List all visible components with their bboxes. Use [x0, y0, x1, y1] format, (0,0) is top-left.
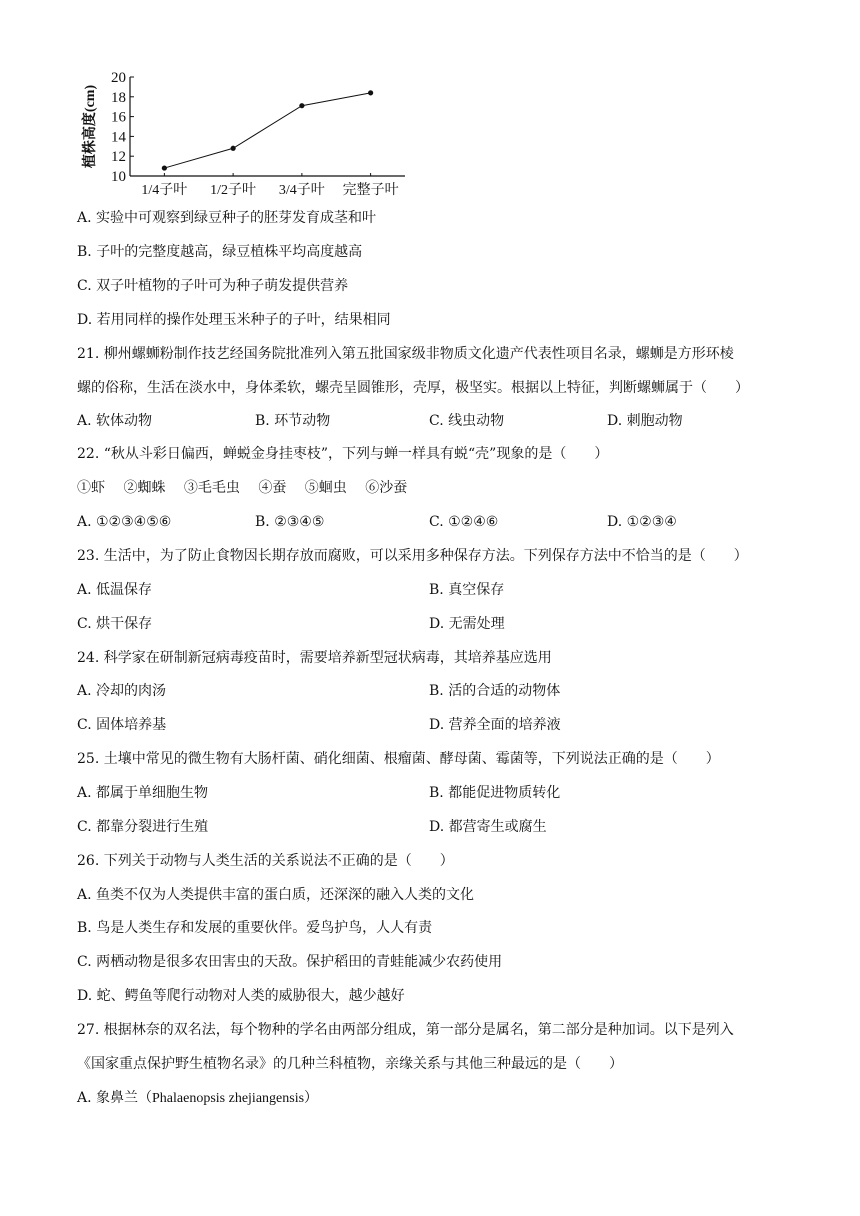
plant-height-line-chart [70, 60, 410, 200]
q23-options-row-1 [77, 580, 797, 600]
x-tick-label: 1/2子叶 [210, 183, 257, 198]
q24-stem: 24. 科学家在研制新冠病毒疫苗时，需要培养新型冠状病毒，其培养基应选用 [77, 650, 552, 666]
q22-option-b[interactable]: B. ②③④⑤ [255, 514, 325, 530]
q21-option-d[interactable]: D. 刺胞动物 [607, 413, 683, 429]
q24-option-d[interactable]: D. 营养全面的培养液 [429, 717, 561, 733]
q21-options [77, 411, 797, 431]
q26-option-c[interactable]: C. 两栖动物是很多农田害虫的天敌。保护稻田的青蛙能减少农药使用 [77, 954, 503, 970]
q20-option-c[interactable]: C. 双子叶植物的子叶可为种子萌发提供营养 [77, 278, 349, 294]
q27-stem-line-2: 《国家重点保护野生植物名录》的几种兰科植物，亲缘关系与其他三种最远的是（ ） [77, 1056, 623, 1072]
y-tick-label: 16 [111, 109, 126, 126]
q23-option-a[interactable]: A. 低温保存 [77, 582, 153, 598]
x-tick-label: 完整子叶 [342, 183, 399, 198]
y-axis-label: 植株高度(cm) [83, 84, 98, 169]
q20-option-d[interactable]: D. 若用同样的操作处理玉米种子的子叶，结果相同 [77, 312, 391, 328]
y-tick-label: 10 [111, 169, 126, 185]
series-line [164, 93, 370, 168]
q25-option-c[interactable]: C. 都靠分裂进行生殖 [77, 819, 209, 835]
q27-stem-line-1: 27. 根据林奈的双名法，每个物种的学名由两部分组成，第一部分是属名，第二部分是种加词。以下是列入 [77, 1022, 734, 1038]
q23-option-c[interactable]: C. 烘干保存 [77, 616, 153, 632]
q23-option-b[interactable]: B. 真空保存 [429, 582, 505, 598]
y-tick-label: 18 [111, 89, 126, 106]
q20-option-b[interactable]: B. 子叶的完整度越高，绿豆植株平均高度越高 [77, 244, 363, 260]
y-tick-label: 14 [111, 129, 126, 146]
q26-stem: 26. 下列关于动物与人类生活的关系说法不正确的是（ ） [77, 853, 454, 869]
q25-option-b[interactable]: B. 都能促进物质转化 [429, 785, 561, 801]
data-point [299, 103, 304, 108]
data-point [162, 165, 167, 170]
data-point [231, 146, 236, 151]
q24-options-row-1 [77, 681, 797, 701]
q26-option-a[interactable]: A. 鱼类不仅为人类提供丰富的蛋白质，还深深的融入人类的文化 [77, 887, 475, 903]
q21-option-a[interactable]: A. 软体动物 [77, 413, 153, 429]
q27-option-a-close: ） [304, 1090, 319, 1106]
q24-option-a[interactable]: A. 冷却的肉汤 [77, 683, 167, 699]
data-point [368, 90, 373, 95]
q20-option-a[interactable]: A. 实验中可观察到绿豆种子的胚芽发育成茎和叶 [77, 210, 377, 226]
q26-option-d[interactable]: D. 蛇、鳄鱼等爬行动物对人类的威胁很大，越少越好 [77, 988, 405, 1004]
q22-option-d[interactable]: D. ①②③④ [607, 514, 677, 530]
q21-stem-line-1: 21. 柳州螺蛳粉制作技艺经国务院批准列入第五批国家级非物质文化遗产代表性项目名录，螺蛳是方形环棱 [77, 346, 734, 362]
y-tick-label: 20 [111, 70, 126, 86]
q22-option-a[interactable]: A. ①②③④⑤⑥ [77, 514, 172, 530]
q24-option-c[interactable]: C. 固体培养基 [77, 717, 167, 733]
q24-option-b[interactable]: B. 活的合适的动物体 [429, 683, 561, 699]
q25-option-a[interactable]: A. 都属于单细胞生物 [77, 785, 209, 801]
q25-stem: 25. 土壤中常见的微生物有大肠杆菌、硝化细菌、根瘤菌、酵母菌、霉菌等，下列说法正确的是（ ） [77, 751, 720, 767]
x-tick-label: 1/4子叶 [141, 183, 188, 198]
q24-options-row-2 [77, 715, 797, 735]
q21-option-b[interactable]: B. 环节动物 [255, 413, 331, 429]
q26-option-b[interactable]: B. 鸟是人类生存和发展的重要伙伴。爱鸟护鸟，人人有责 [77, 920, 433, 936]
q22-items: ①虾 ②蜘蛛 ③毛毛虫 ④蚕 ⑤蛔虫 ⑥沙蚕 [77, 480, 408, 496]
q22-stem: 22. “秋从斗彩日偏西，蝉蜕金身挂枣枝”，下列与蝉一样具有蜕“壳”现象的是（ ） [77, 446, 609, 462]
q22-option-c[interactable]: C. ①②④⑥ [429, 514, 499, 530]
q25-option-d[interactable]: D. 都营寄生或腐生 [429, 819, 547, 835]
q23-stem: 23. 生活中，为了防止食物因长期存放而腐败，可以采用多种保存方法。下列保存方法中不恰当的是（ ） [77, 548, 748, 564]
x-tick-label: 3/4子叶 [278, 183, 325, 198]
q21-stem-line-2: 螺的俗称，生活在淡水中，身体柔软，螺壳呈圆锥形，壳厚，极坚实。根据以上特征，判断螺蛳属于（ ） [77, 380, 749, 396]
y-tick-label: 12 [111, 149, 126, 166]
q23-options-row-2 [77, 614, 797, 634]
q25-options-row-1 [77, 783, 797, 803]
q22-options [77, 512, 797, 532]
q27-option-a-label: A. 象鼻兰（ [77, 1090, 153, 1106]
q23-option-d[interactable]: D. 无需处理 [429, 616, 505, 632]
q21-option-c[interactable]: C. 线虫动物 [429, 413, 505, 429]
q25-options-row-2 [77, 817, 797, 837]
q27-option-a[interactable] [77, 1088, 318, 1109]
q27-option-a-latin-name: Phalaenopsis zhejiangensis [152, 1091, 305, 1106]
